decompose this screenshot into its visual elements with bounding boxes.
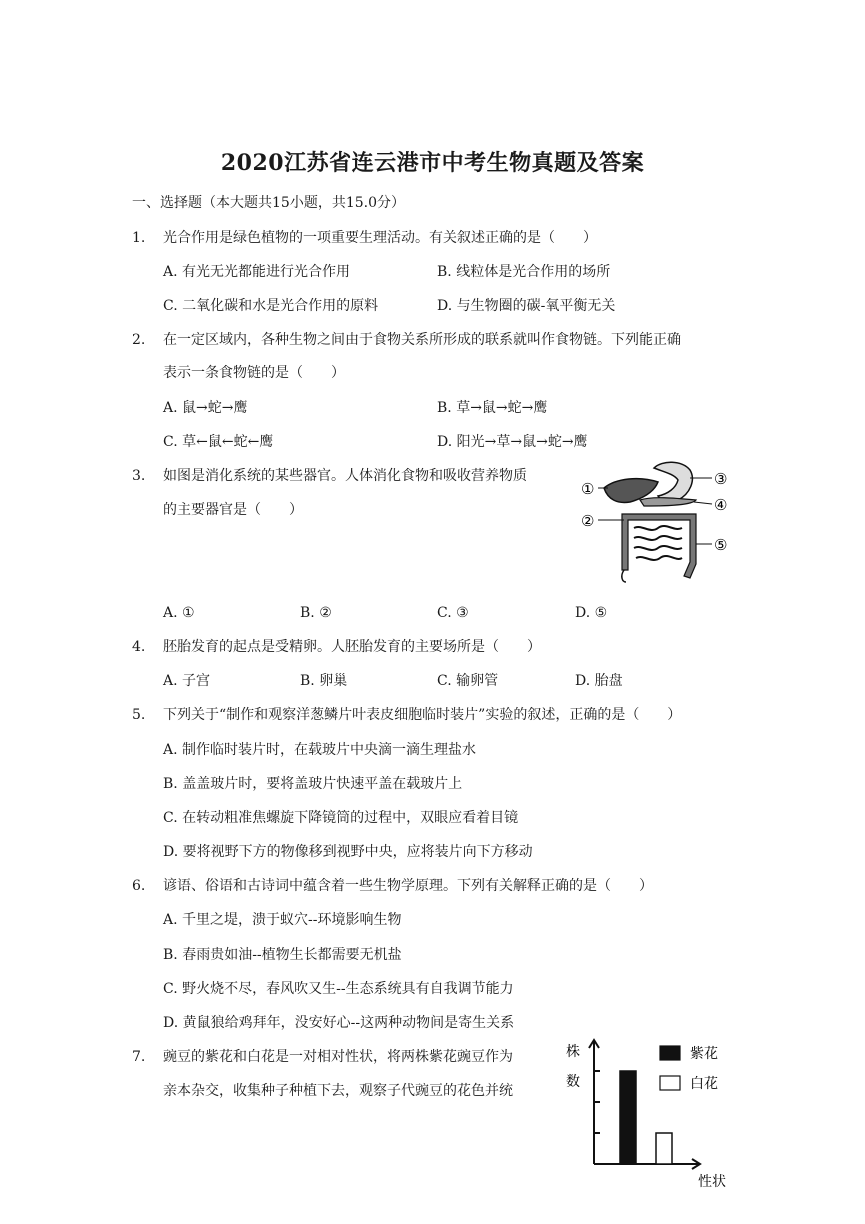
- question-stem-continued: 亲本杂交，收集种子种植下去，观察子代豌豆的花色并统: [163, 1083, 513, 1099]
- option-a: A. 子宫: [163, 673, 211, 689]
- question-number: 6.: [132, 878, 146, 894]
- x-axis-label: 性状: [698, 1174, 726, 1188]
- question-stem: 在一定区域内，各种生物之间由于食物关系所形成的联系就叫作食物链。下列能正确: [163, 332, 681, 348]
- option-a: A. ①: [163, 605, 195, 621]
- question-stem: 胚胎发育的起点是受精卵。人胚胎发育的主要场所是（ ）: [163, 639, 541, 655]
- option-a: A. 有光无光都能进行光合作用: [163, 264, 351, 280]
- question-number: 4.: [132, 639, 146, 655]
- option-a: A. 制作临时装片时，在载玻片中央滴一滴生理盐水: [163, 742, 477, 758]
- legend-label-white: 白花: [690, 1076, 718, 1092]
- question-number: 2.: [132, 332, 146, 348]
- option-c: C. ③: [437, 605, 469, 621]
- figure-label-4: ④: [714, 496, 728, 514]
- option-d: D. 胎盘: [575, 673, 623, 689]
- question-stem-continued: 表示一条食物链的是（ ）: [163, 365, 345, 381]
- option-d: D. 黄鼠狼给鸡拜年，没安好心--这两种动物间是寄生关系: [163, 1015, 515, 1031]
- page-title: 2020江苏省连云港市中考生物真题及答案: [220, 150, 645, 176]
- question-number: 3.: [132, 468, 146, 484]
- question-number: 5.: [132, 707, 146, 723]
- option-c: C. 在转动粗准焦螺旋下降镜筒的过程中，双眼应看着目镜: [163, 810, 519, 826]
- section-heading: 一、选择题（本大题共15小题，共15.0分）: [132, 195, 405, 211]
- figure-label-5: ⑤: [714, 536, 728, 554]
- option-b: B. 卵巢: [300, 673, 348, 689]
- option-c: C. 草←鼠←蛇←鹰: [163, 434, 274, 450]
- option-c: C. 野火烧不尽，春风吹又生--生态系统具有自我调节能力: [163, 981, 514, 997]
- option-b: B. 春雨贵如油--植物生长都需要无机盐: [163, 947, 402, 963]
- legend-swatch-purple: [660, 1046, 680, 1060]
- question-stem: 谚语、俗语和古诗词中蕴含着一些生物学原理。下列有关解释正确的是（ ）: [163, 878, 653, 894]
- option-b: B. 草→鼠→蛇→鹰: [437, 400, 548, 416]
- option-d: D. 阳光→草→鼠→蛇→鹰: [437, 434, 588, 450]
- legend-swatch-white: [660, 1076, 680, 1090]
- question-number: 7.: [132, 1049, 146, 1065]
- option-d: D. ⑤: [575, 605, 608, 621]
- option-c: C. 输卵管: [437, 673, 499, 689]
- option-b: B. 线粒体是光合作用的场所: [437, 264, 611, 280]
- option-b: B. 盖盖玻片时，要将盖玻片快速平盖在载玻片上: [163, 776, 463, 792]
- option-d: D. 与生物圈的碳-氧平衡无关: [437, 298, 616, 314]
- question-stem: 如图是消化系统的某些器官。人体消化食物和吸收营养物质: [163, 468, 527, 484]
- question-stem: 光合作用是绿色植物的一项重要生理活动。有关叙述正确的是（ ）: [163, 230, 597, 246]
- bar-purple: [620, 1071, 636, 1164]
- flower-color-bar-chart: [560, 1036, 740, 1188]
- y-axis-label-part1: 株: [566, 1044, 580, 1060]
- figure-label-1: ①: [581, 480, 595, 498]
- question-stem: 豌豆的紫花和白花是一对相对性状，将两株紫花豌豆作为: [163, 1049, 513, 1065]
- figure-label-2: ②: [581, 512, 595, 530]
- figure-label-3: ③: [714, 470, 728, 488]
- legend-label-purple: 紫花: [690, 1046, 718, 1062]
- question-number: 1.: [132, 230, 146, 246]
- digestive-system-figure: [578, 458, 734, 586]
- option-a: A. 鼠→蛇→鹰: [163, 400, 248, 416]
- question-stem-continued: 的主要器官是（ ）: [163, 502, 303, 518]
- option-c: C. 二氧化碳和水是光合作用的原料: [163, 298, 379, 314]
- option-d: D. 要将视野下方的物像移到视野中央，应将装片向下方移动: [163, 844, 533, 860]
- option-b: B. ②: [300, 605, 332, 621]
- bar-white: [656, 1133, 672, 1164]
- question-stem: 下列关于“制作和观察洋葱鳞片叶表皮细胞临时装片”实验的叙述，正确的是（ ）: [163, 707, 682, 723]
- y-axis-label-part2: 数: [566, 1074, 580, 1090]
- option-a: A. 千里之堤，溃于蚁穴--环境影响生物: [163, 912, 402, 928]
